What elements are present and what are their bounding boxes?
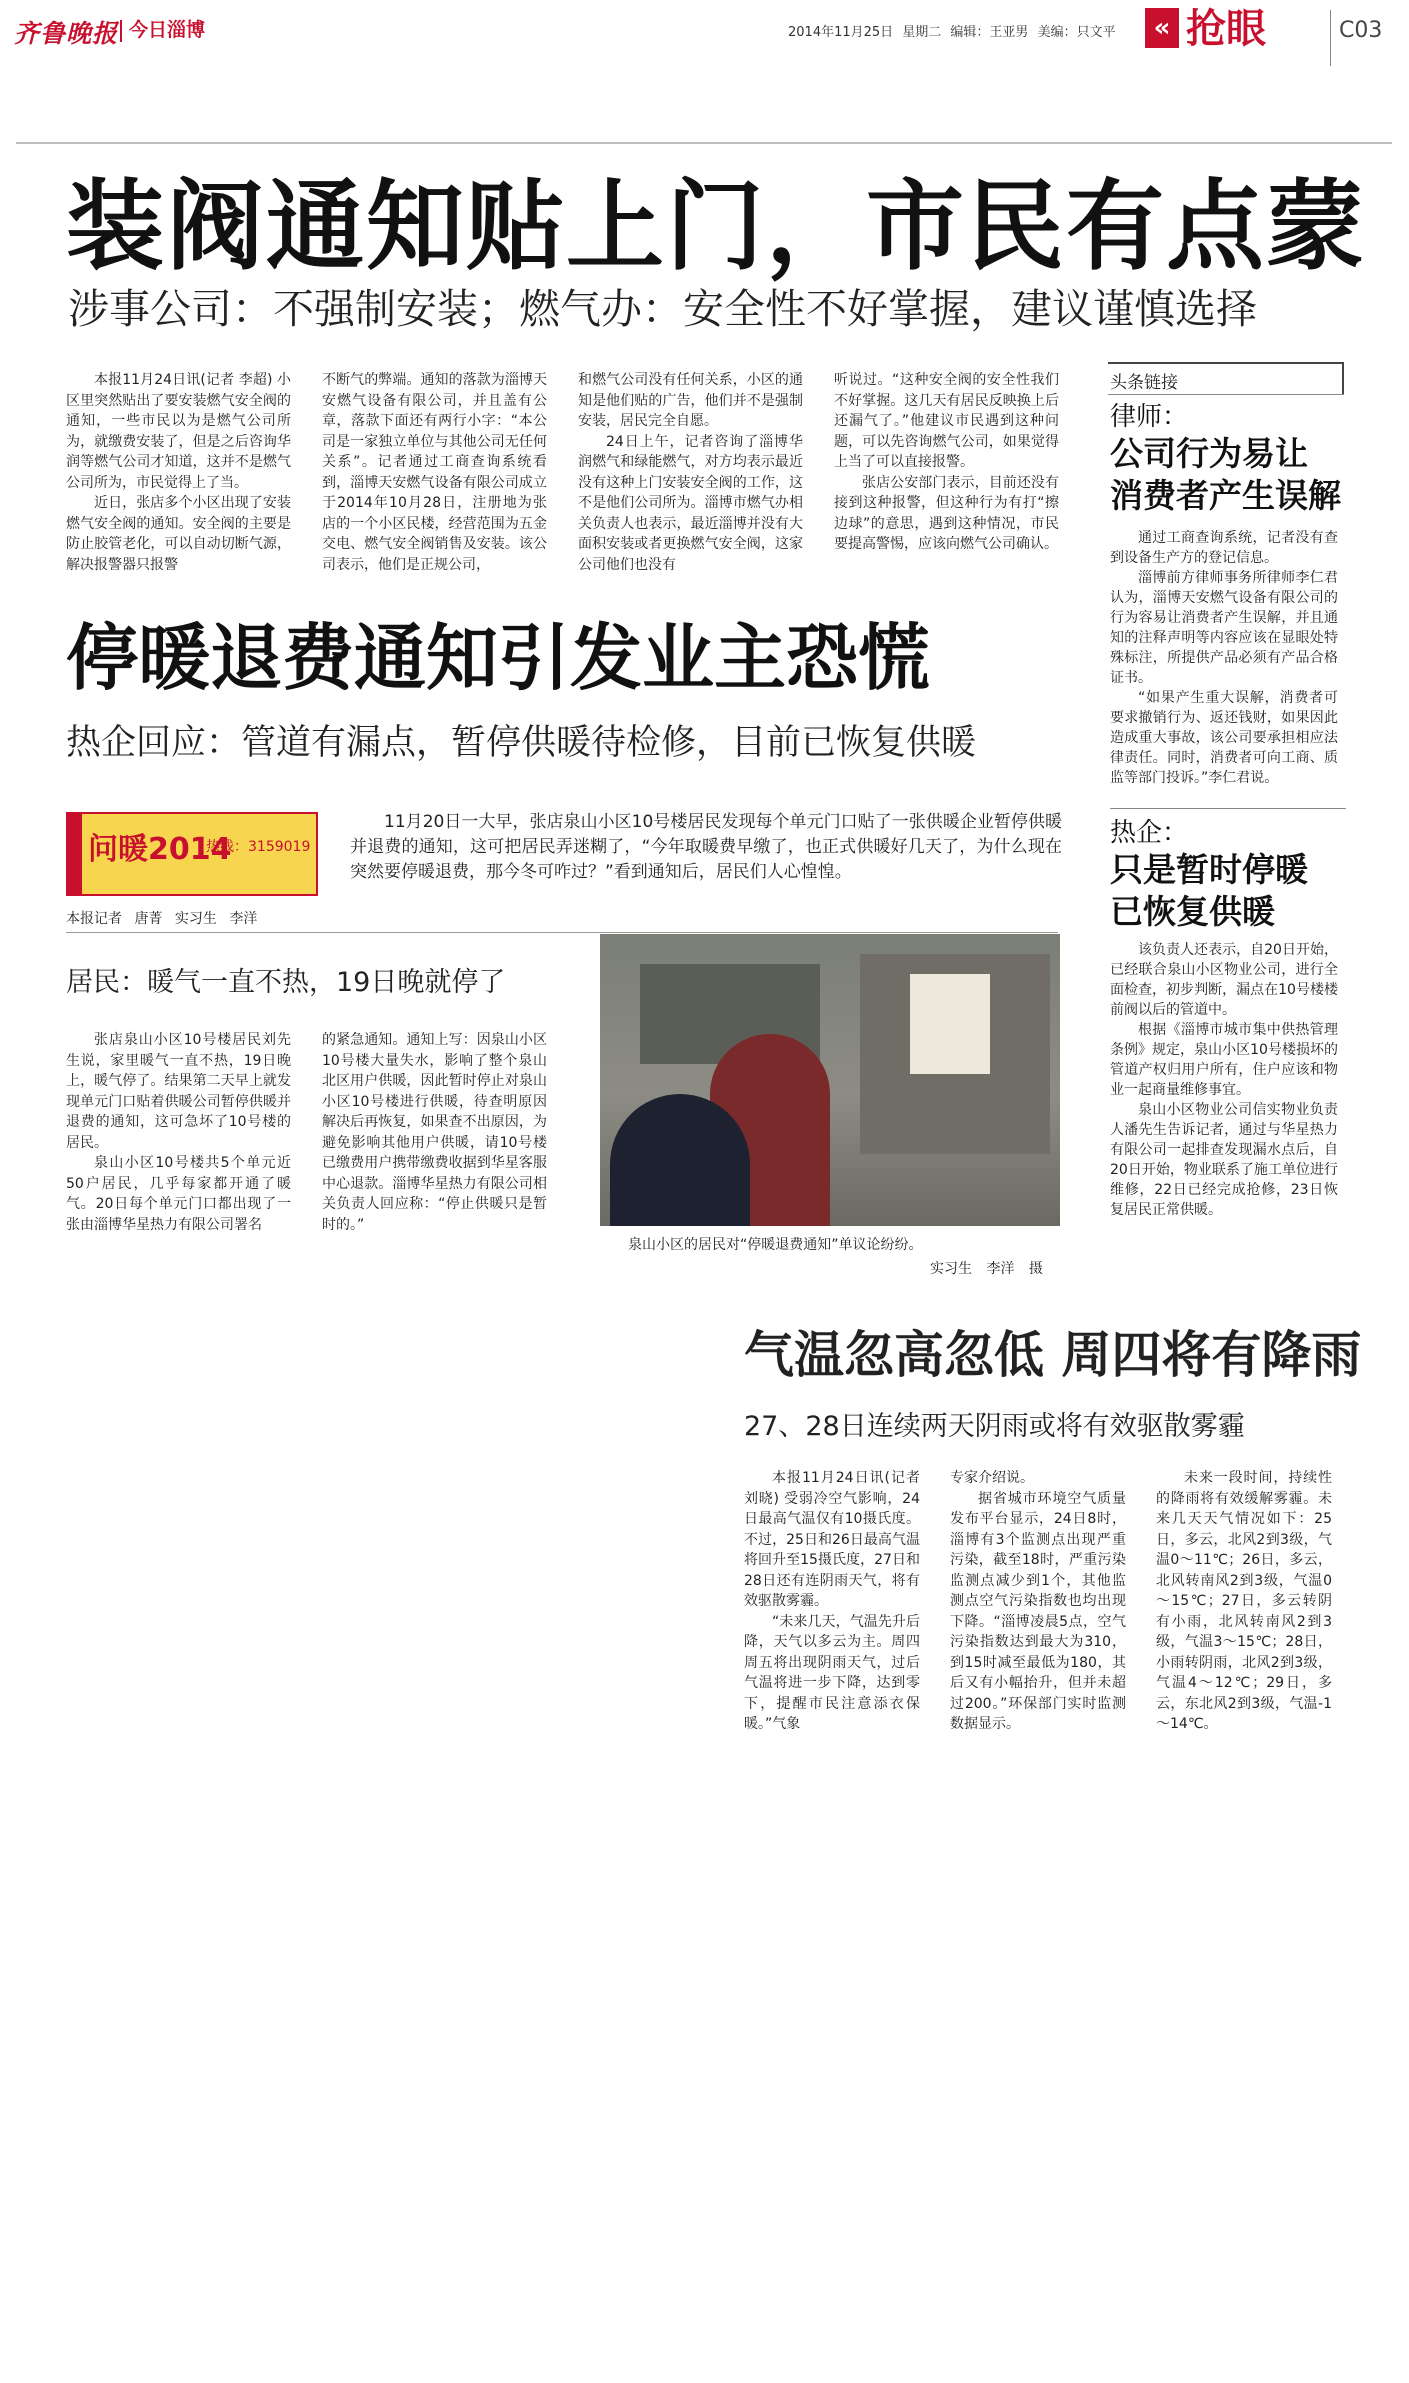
paragraph: 和燃气公司没有任何关系，小区的通知是他们贴的广告，他们并不是强制安装，居民完全自愿。 xyxy=(578,372,803,429)
weather-column-3 xyxy=(1156,1468,1332,1735)
paragraph: “未来几天，气温先升后降，天气以多云为主。周四周五将出现阴雨天气，过后气温将进一步下降，达到零下，提醒市民注意添衣保暖。”气象 xyxy=(744,1613,920,1732)
paragraph: 该负责人还表示，自20日开始，已经联合泉山小区物业公司，进行全面检查，初步判断，漏点在10号楼楼前阀以后的管道中。 xyxy=(1110,942,1338,1018)
byline: 本报记者 唐菁 实习生 李洋 xyxy=(66,911,258,927)
photo-caption: 泉山小区的居民对“停暖退费通知”单议论纷纷。 xyxy=(628,1237,923,1253)
lead-subheadline: 涉事公司：不强制安装；燃气办：安全性不好掌握，建议谨慎选择 xyxy=(68,285,1257,333)
logo-bar xyxy=(68,814,82,894)
second-column-1 xyxy=(66,1030,291,1235)
news-photo xyxy=(600,934,1060,1226)
paragraph: 据省城市环境空气质量发布平台显示，24日8时，淄博有3个监测点出现严重污染，截至18时，严重污染监测点减少到1个，其他监测点空气污染指数也均出现下降。“淄博凌晨5点，空气污染指数达到最大为310，到15时减至最低为180，其后又有小幅抬升，但并未超过200。”环保部门实时监测数据显示。 xyxy=(950,1490,1126,1732)
paragraph: 淄博前方律师事务所律师李仁君认为，淄博天安燃气设备有限公司的行为容易让消费者产生误解，并且通知的注释声明等内容应该在显眼处特殊标注，所提供产品必须有产品合格证书。 xyxy=(1110,570,1338,686)
paragraph: 本报11月24日讯(记者 李超) 小区里突然贴出了要安装燃气安全阀的通知，一些市民以为是燃气公司所为，就缴费安装了，但是之后咨询华润等燃气公司才知道，这并不是燃气公司所为，市民觉得上了当。 xyxy=(66,372,291,491)
paragraph: 的紧急通知。通知上写：因泉山小区10号楼大量失水，影响了整个泉山北区用户供暖，因此暂时停止对泉山小区10号楼进行供暖，待查明原因解决后再恢复，如果查不出原因，为避免影响其他用户供暖，请10号楼已缴费用户携带缴费收据到华星客服中心退款。淄博华星热力有限公司相关负责人回应称：“停止供暖只是暂时的。” xyxy=(322,1032,547,1233)
masthead-divider xyxy=(120,20,122,42)
hotline-number: 热线：3159019 xyxy=(206,839,311,855)
paragraph: 不断气的弊端。通知的落款为淄博天安燃气设备有限公司，并且盖有公章，落款下面还有两行小字：“本公司是一家独立单位与其他公司无任何关系”。记者通过工商查询系统看到，淄博天安燃气设备有限公司成立于2014年10月28日，注册地为张店的一个小区民楼，经营范围为五金交电、燃气安全阀销售及安装。该公司表示，他们是正规公司， xyxy=(322,372,547,573)
paragraph: 张店公安部门表示，目前还没有接到这种报警，但这种行为有打“擦边球”的意思，遇到这种情况，市民要提高警惕，应该向燃气公司确认。 xyxy=(834,474,1059,552)
photo-credit: 实习生 李洋 摄 xyxy=(930,1261,1043,1277)
edition-name: 今日淄博 xyxy=(129,19,206,41)
paragraph: “如果产生重大误解，消费者可要求撤销行为、返还钱财，如果因此造成重大事故，该公司要承担相应法律责任。同时，消费者可向工商、质监等部门投诉。”李仁君说。 xyxy=(1110,690,1338,786)
sidebar-body-1 xyxy=(1110,528,1338,788)
paragraph: 24日上午，记者咨询了淄博华润燃气和绿能燃气，对方均表示最近没有这种上门安装安全阀的工作，这不是他们公司所为。淄博市燃气办相关负责人也表示，最近淄博并没有大面积安装或者更换燃气安全阀，这家公司他们也没有 xyxy=(578,433,803,573)
photo-notice xyxy=(910,974,990,1074)
paragraph: 泉山小区物业公司信实物业负责人潘先生告诉记者，通过与华星热力有限公司一起排查发现漏水点后，自20日开始，物业联系了施工单位进行维修，22日已经完成抢修，23日恢复居民正常供暖。 xyxy=(1110,1102,1338,1218)
paragraph: 通过工商查询系统，记者没有查到设备生产方的登记信息。 xyxy=(1110,530,1338,566)
issue-info: 2014年11月25日 星期二 编辑：王亚男 美编：只文平 xyxy=(788,25,1116,40)
sidebar-tab-bottom-rule xyxy=(1108,394,1344,395)
paragraph: 专家介绍说。 xyxy=(950,1470,1034,1486)
lead-column-1 xyxy=(66,370,291,575)
masthead-divider-right xyxy=(1330,10,1331,66)
paragraph: 听说过。“这种安全阀的安全性我们不好掌握。这几天有居民反映换上后还漏气了。”他建议市民遇到这种问题，可以先咨询燃气公司，如果觉得上当了可以直接报警。 xyxy=(834,372,1059,470)
paragraph: 近日，张店多个小区出现了安装燃气安全阀的通知。安全阀的主要是防止胶管老化，可以自动切断气源，解决报警器只报警 xyxy=(66,495,291,573)
second-column-2 xyxy=(322,1030,547,1235)
second-headline: 停暖退费通知引发业主恐慌 xyxy=(66,616,931,700)
newspaper-logo: 齐鲁晚报 xyxy=(14,19,119,48)
weather-headline: 气温忽高忽低 周四将有降雨 xyxy=(744,1326,1362,1384)
column-logo-title: 问暖2014 xyxy=(88,832,232,867)
sidebar-label-lawyer: 律师： xyxy=(1110,402,1189,432)
lead-column-4 xyxy=(834,370,1059,555)
section-chevron-icon: « xyxy=(1145,8,1179,48)
page-number: C03 xyxy=(1339,18,1383,43)
weather-column-2 xyxy=(950,1468,1126,1735)
sidebar-headline-line2: 消费者产生误解 xyxy=(1110,476,1341,515)
photo-person-dark xyxy=(610,1094,750,1226)
section-name: 抢眼 xyxy=(1186,6,1266,52)
paragraph: 根据《淄博市城市集中供热管理条例》规定，泉山小区10号楼损坏的管道产权归用户所有，住户应该和物业一起商量维修事宜。 xyxy=(1110,1022,1338,1098)
sidebar-divider xyxy=(1110,808,1346,809)
weather-subheadline: 27、28日连续两天阴雨或将有效驱散雾霾 xyxy=(744,1411,1245,1442)
lead-column-2 xyxy=(322,370,547,575)
sidebar-tab-top-rule xyxy=(1108,362,1344,364)
weather-column-1 xyxy=(744,1468,920,1735)
byline-rule xyxy=(66,932,1058,933)
lead-column-3 xyxy=(578,370,803,575)
paragraph: 本报11月24日讯(记者 刘晓) 受弱冷空气影响，24日最高气温仅有10摄氏度。不过，25日和26日最高气温将回升至15摄氏度，27日和28日还有连阴雨天气，将有效驱散雾霾。 xyxy=(744,1470,920,1609)
sidebar-tab-end-rule xyxy=(1342,362,1344,394)
second-intro: 11月20日一大早，张店泉山小区10号楼居民发现每个单元门口贴了一张供暖企业暂停供暖并退费的通知，这可把居民弄迷糊了，“今年取暖费早缴了，也正式供暖好几天了，为什么现在突然要停暖退费，那今冬可咋过？”看到通知后，居民们人心惶惶。 xyxy=(350,812,1062,882)
paragraph: 泉山小区10号楼共5个单元近50户居民，几乎每家都开通了暖气。20日每个单元门口都出现了一张由淄博华星热力有限公司署名 xyxy=(66,1155,291,1233)
second-subheadline: 热企回应：管道有漏点，暂停供暖待检修，目前已恢复供暖 xyxy=(66,723,977,763)
header-rule xyxy=(16,142,1392,144)
sidebar-headline-line2: 已恢复供暖 xyxy=(1110,892,1275,931)
sidebar-headline-line1: 只是暂时停暖 xyxy=(1110,850,1308,889)
sidebar-headline-line1: 公司行为易让 xyxy=(1110,434,1308,473)
paragraph: 张店泉山小区10号楼居民刘先生说，家里暖气一直不热，19日晚上，暖气停了。结果第二天早上就发现单元门口贴着供暖公司暂停供暖并退费的通知，这可急坏了10号楼的居民。 xyxy=(66,1032,291,1151)
lead-headline: 装阀通知贴上门，市民有点蒙 xyxy=(66,170,1367,284)
paragraph: 未来一段时间，持续性的降雨将有效缓解雾霾。未来几天天气情况如下：25日，多云，北风2到3级，气温0～11℃；26日，多云，北风转南风2到3级，气温0～15℃；27日，多云转阴有小雨，北风转南风2到3级，气温3～15℃；28日，小雨转阴雨，北风2到3级，气温4～12℃；29日，多云，东北风2到3级，气温-1～14℃。 xyxy=(1156,1470,1332,1732)
section-subhead: 居民：暖气一直不热，19日晚就停了 xyxy=(66,967,506,998)
sidebar-tab-label: 头条链接 xyxy=(1110,373,1178,393)
sidebar-body-2 xyxy=(1110,940,1338,1220)
sidebar-label-heating: 热企： xyxy=(1110,818,1189,848)
